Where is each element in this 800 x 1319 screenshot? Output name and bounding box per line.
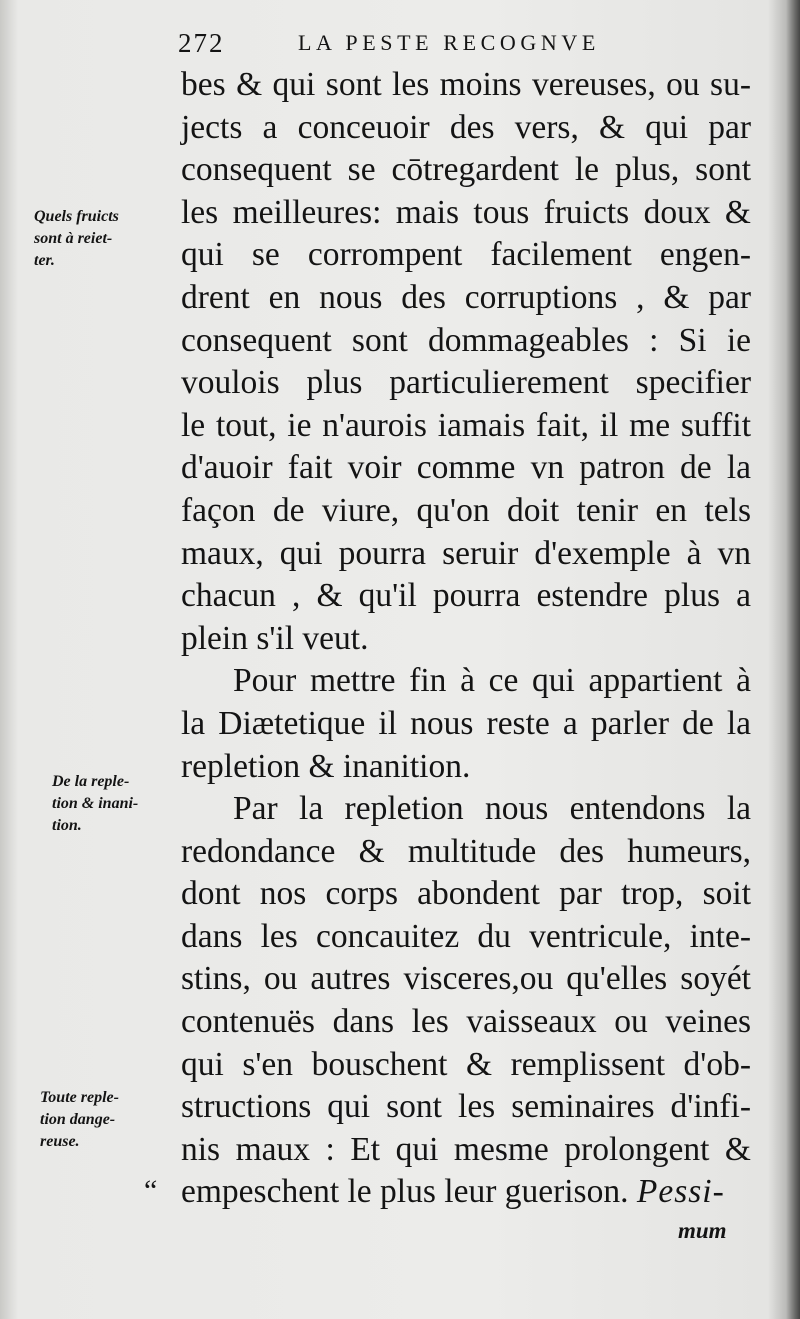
text-line: qui s'en bouschent & remplissent d'ob- (181, 1045, 751, 1083)
text-line: bes & qui sont les moins vereuses, ou su- (181, 66, 751, 103)
text-line: chacun , & qu'il pourra estendre plus a (181, 577, 751, 615)
margin-note: Toute reple- tion dange- reuse. (40, 1089, 119, 1150)
text-line: consequent sont dommageables : Si ie (181, 321, 751, 359)
catchword: mum (678, 1218, 727, 1243)
text-line: consequent se cōtregardent le plus, sont (181, 151, 751, 189)
text-line: contenuës dans les vaisseaux ou veines (181, 1003, 751, 1041)
text-line: stins, ou autres visceres,ou qu'elles soyét (181, 960, 751, 998)
text-line: le tout, ie n'aurois iamais fait, il me suffit (181, 406, 751, 444)
body-text (181, 64, 751, 1214)
text-line: dans les concauitez du ventricule, inte- (181, 917, 751, 955)
running-title: LA PESTE RECOGNVE (298, 30, 600, 55)
italic-word: Pessi- (636, 1173, 725, 1211)
text-line: structions qui sont les seminaires d'infi- (181, 1088, 751, 1126)
margin-note: Quels fruicts sont à reiet- ter. (34, 208, 119, 269)
text-line: drent en nous des corruptions , & par (181, 278, 751, 316)
text-line: la Diætetique il nous reste a parler de la (181, 704, 751, 742)
text-line-final (181, 1171, 751, 1214)
text-line: jects a conceuoir des vers, & qui par (181, 108, 751, 146)
margin-quote-mark: “ (144, 1174, 158, 1207)
text-line: voulois plus particulierement specifier (181, 364, 751, 402)
page-number: 272 (178, 28, 225, 58)
text-line: repletion & inanition. (181, 747, 471, 785)
page-edge-shadow (786, 0, 800, 1319)
text-line: façon de viure, qu'on doit tenir en tels (181, 491, 751, 529)
text-line: maux, qui pourra seruir d'exemple à vn (181, 534, 751, 572)
text-line: redondance & multitude des humeurs, (181, 832, 751, 870)
text-line-final-roman: empeschent le plus leur guerison. (181, 1173, 629, 1211)
text-line: qui se corrompent facilement engen- (181, 236, 751, 274)
text-line: dont nos corps abondent par trop, soit (181, 875, 751, 913)
text-line: plein s'il veut. (181, 619, 369, 657)
margin-note: De la reple- tion & inani- tion. (52, 773, 139, 834)
text-line: Pour mettre fin à ce qui appartient à (233, 662, 751, 700)
text-line: les meilleures: mais tous fruicts doux & (181, 193, 751, 231)
text-line: Par la repletion nous entendons la (233, 790, 751, 828)
text-line: d'auoir fait voir comme vn patron de la (181, 449, 751, 487)
page-header (178, 28, 778, 68)
text-line: nis maux : Et qui mesme prolongent & (181, 1130, 751, 1168)
